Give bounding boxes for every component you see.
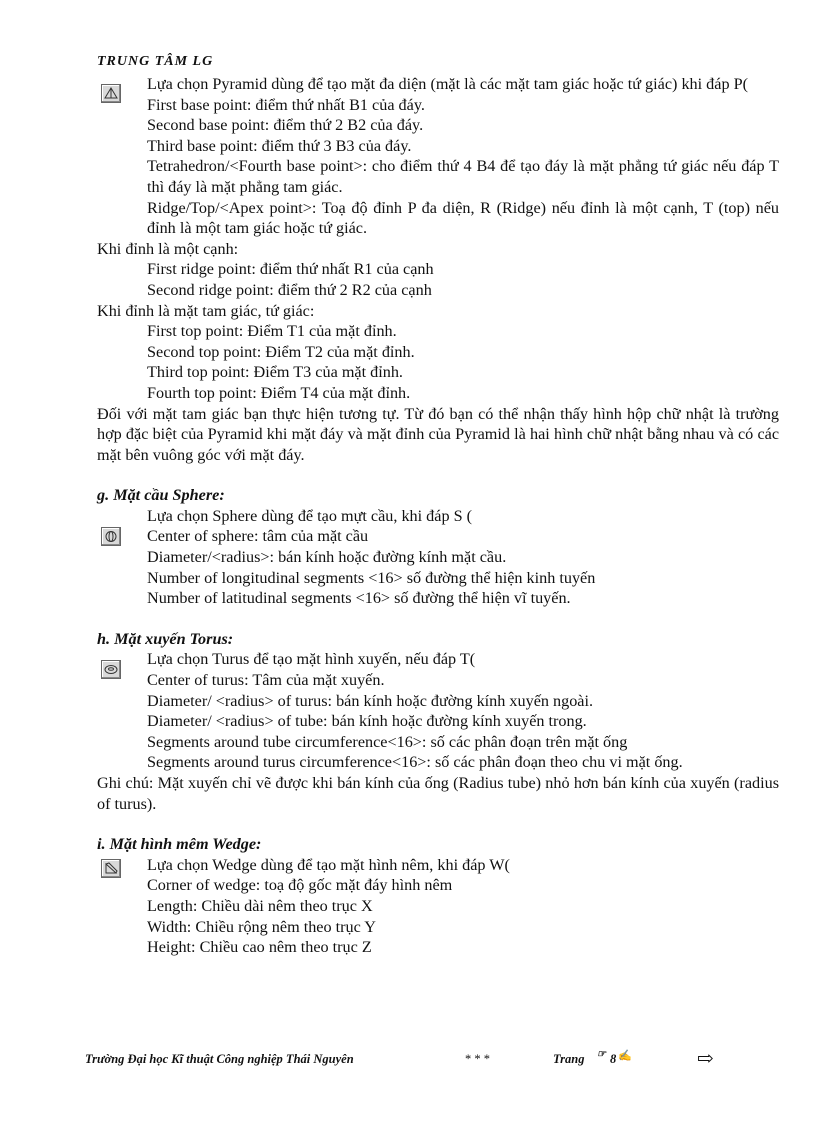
top-item: Third top point: Điểm T3 của mặt đỉnh. [147, 363, 403, 382]
ridge-item: Second ridge point: điểm thứ 2 R2 của cạnh [147, 280, 432, 299]
pyramid-item: Tetrahedron/<Fourth base point>: cho điểm thứ 4 B4 để tạo đáy là mặt phẳng tứ giác nếu đáp T thì đáy là mặt phẳng tam giác. [147, 157, 779, 196]
pyramid-intro: Lựa chọn Pyramid dùng để tạo mặt đa diện (mặt là các mặt tam giác hoặc tứ giác) khi đáp P( [147, 75, 748, 93]
sphere-section-title: g. Mặt cầu Sphere: [97, 486, 225, 505]
pyramid-item: Second base point: điểm thứ 2 B2 của đáy. [147, 116, 424, 135]
page-header: TRUNG TÂM LG [97, 54, 214, 69]
sphere-item-text: Center of sphere: tâm của mặt cầu [147, 527, 369, 546]
footer-school: Trường Đại học Kĩ thuật Công nghiệp Thái Nguyên [85, 1052, 354, 1066]
sphere-item: Number of longitudinal segments <16> số đường thể hiện kinh tuyến [147, 568, 596, 587]
wedge-item-text: Lựa chọn Wedge dùng để tạo mặt hình nêm, khi đáp W( [147, 855, 510, 874]
torus-item-text: Center of turus: Tâm của mặt xuyến. [147, 671, 385, 690]
footer-stars: * * * [465, 1052, 490, 1066]
torus-icon [101, 660, 121, 679]
top-title: Khi đỉnh là mặt tam giác, tứ giác: [97, 301, 315, 320]
pyramid-item: Third base point: điểm thứ 3 B3 của đáy. [147, 136, 412, 155]
page-hand-icon: ✍ [618, 1050, 632, 1062]
ridge-item: First ridge point: điểm thứ nhất R1 của cạnh [147, 260, 434, 279]
wedge-section-title: i. Mặt hình mêm Wedge: [97, 835, 262, 854]
ridge-title: Khi đỉnh là một cạnh: [97, 239, 239, 258]
pyramid-item: Ridge/Top/<Apex point>: Toạ độ đỉnh P đa diện, R (Ridge) nếu đỉnh là một cạnh, T (top) nếu đỉnh là một tam giác hoặc tứ giác. [147, 198, 779, 238]
torus-item [97, 670, 779, 691]
torus-item-last: Segments around turus circumference<16>: số các phân đoạn theo chu vi mặt ống. [147, 753, 683, 772]
sphere-item [97, 526, 779, 547]
page-pointer-icon: ☞ [597, 1049, 606, 1060]
sphere-icon [101, 527, 121, 546]
wedge-item: Corner of wedge: toạ độ gốc mặt đáy hình nêm [147, 876, 453, 895]
wedge-item: Length: Chiều dài nêm theo trục X [147, 896, 373, 915]
document-page [97, 50, 779, 958]
footer-page-label: Trang [553, 1052, 585, 1066]
top-item: Fourth top point: Điểm T4 của mặt đỉnh. [147, 383, 411, 402]
top-item: Second top point: Điểm T2 của mặt đỉnh. [147, 342, 415, 361]
torus-item: Diameter/ <radius> of turus: bán kính hoặc đường kính xuyến ngoài. [147, 691, 594, 710]
pyramid-conclusion: Đối với mặt tam giác bạn thực hiện tương tự. Từ đó bạn có thể nhận thấy hình hộp chữ nhật là trường hợp đặc biệt của Pyramid khi mặt đáy và mặt đỉnh của Pyramid là hai hình chữ nhật bằng nhau và có các mặt bên vuông góc với mặt đáy. [97, 404, 779, 464]
wedge-item [97, 855, 779, 876]
sphere-item: Number of latitudinal segments <16> số đường thể hiện vĩ tuyến. [147, 589, 571, 608]
torus-item: Diameter/ <radius> of tube: bán kính hoặc đường kính xuyến trong. [147, 712, 587, 731]
top-item: First top point: Điểm T1 của mặt đỉnh. [147, 322, 397, 341]
torus-item: Lựa chọn Turus để tạo mặt hình xuyến, nếu đáp T( [147, 650, 476, 669]
next-page-arrow-icon[interactable]: ⇨ [697, 1048, 714, 1070]
torus-note: Ghi chú: Mặt xuyến chỉ vẽ được khi bán kính của ống (Radius tube) nhỏ hơn bán kính của xuyến (radius of turus). [97, 774, 779, 813]
pyramid-item: First base point: điểm thứ nhất B1 của đáy. [147, 95, 425, 114]
sphere-item: Diameter/<radius>: bán kính hoặc đường kính mặt cầu. [147, 548, 507, 567]
torus-item: Segments around tube circumference<16>: số các phân đoạn trên mặt ống [147, 732, 628, 751]
wedge-item: Width: Chiều rộng nêm theo trục Y [147, 917, 376, 936]
wedge-item: Height: Chiều cao nêm theo trục Z [147, 938, 372, 957]
sphere-item: Lựa chọn Sphere dùng để tạo mựt cầu, khi đáp S ( [147, 506, 473, 525]
torus-section-title: h. Mặt xuyến Torus: [97, 629, 234, 648]
footer-page-number: 8 [610, 1052, 617, 1066]
